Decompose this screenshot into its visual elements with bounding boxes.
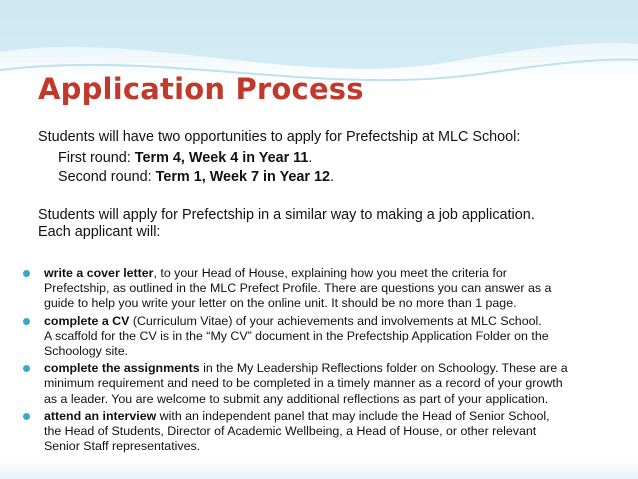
list-item [22, 314, 622, 360]
list-item [22, 266, 622, 312]
bullet-icon [23, 413, 30, 420]
second-round-label: Second round: [58, 169, 156, 185]
first-round-end: . [308, 150, 313, 166]
bullet-1-line-2: Prefectship, as outlined in the MLC Prefect Profile. There are questions you can answer as a [44, 281, 552, 296]
first-round-value: Term 4, Week 4 in Year 11 [134, 150, 309, 166]
bullet-3-bold: complete the assignments [44, 361, 200, 376]
first-round-label: First round: [58, 150, 135, 166]
list-item [22, 409, 622, 455]
bullet-3-line-2: minimum requirement and need to be completed in a timely manner as a record of your growth [44, 376, 563, 391]
bullet-2-line-3: Schoology site. [44, 344, 129, 359]
bullet-1-bold: write a cover letter [44, 266, 154, 280]
second-round-value: Term 1, Week 7 in Year 12 [155, 169, 331, 185]
list-item [22, 361, 622, 407]
bullet-2-bold: complete a CV [44, 313, 130, 328]
bullet-3-rest: in the My Leadership Reflections folder on Schoology. These are a [199, 361, 568, 376]
applicant-steps-list [22, 266, 622, 454]
bullet-1-rest: , to your Head of House, explaining how you meet the criteria for [153, 266, 507, 280]
intro-text: Students will have two opportunities to apply for Prefectship at MLC School: [38, 129, 521, 145]
bullet-icon [23, 270, 30, 277]
bullet-4-line-2: the Head of Students, Director of Academic Wellbeing, a Head of House, or other relevant [44, 424, 537, 439]
bullet-1-line-3: guide to help you write your letter on the online unit. It should be no more than 1 page. [44, 296, 517, 311]
apply-line-1: Students will apply for Prefectship in a similar way to making a job application. [38, 207, 535, 223]
bullet-2-rest: (Curriculum Vitae) of your achievements and involvements at MLC School. [129, 313, 542, 328]
bullet-3-line-3: as a leader. You are welcome to submit any additional reflections as part of your application. [44, 391, 549, 406]
bullet-icon [23, 318, 30, 325]
second-round [58, 169, 334, 186]
second-round-end: . [330, 169, 335, 185]
slide-title: Application Process [38, 72, 364, 106]
bullet-4-line-3: Senior Staff representatives. [44, 439, 201, 454]
first-round [58, 150, 312, 167]
apply-line-2: Each applicant will: [38, 224, 161, 240]
bullet-icon [23, 365, 30, 372]
bullet-4-bold: attend an interview [44, 408, 157, 423]
bullet-2-line-2: A scaffold for the CV is in the “My CV” document in the Prefectship Application Folder on the [44, 328, 549, 343]
bullet-4-rest: with an independent panel that may include the Head of Senior School, [156, 408, 550, 423]
